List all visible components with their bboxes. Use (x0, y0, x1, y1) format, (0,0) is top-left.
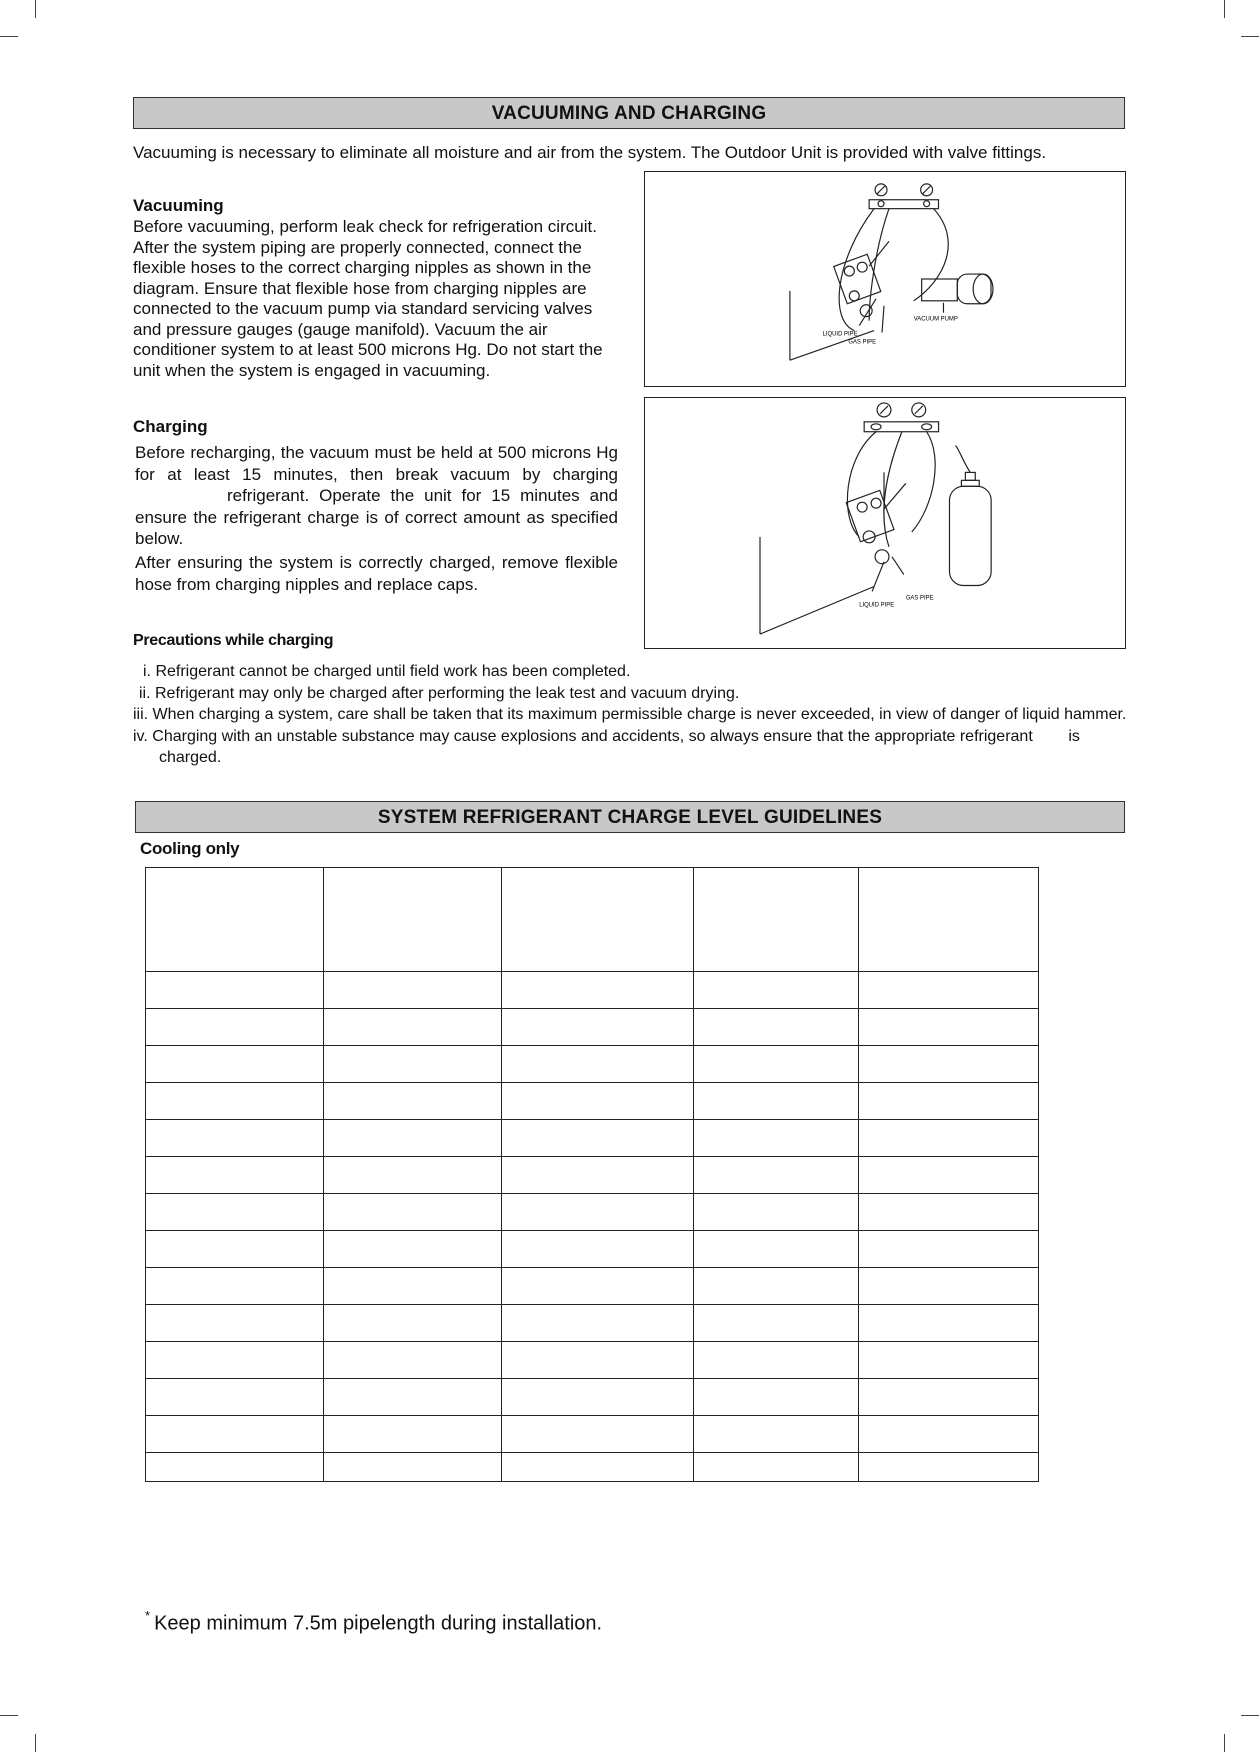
charging-paragraph-2: After ensuring the system is correctly charged, remove flexible hose from charging nipples and replace caps. (135, 553, 618, 594)
crop-mark (1224, 0, 1225, 18)
charging-diagram-drawing (645, 398, 1125, 648)
table-row (146, 972, 1039, 1009)
crop-mark (35, 0, 36, 18)
table-row (146, 1416, 1039, 1453)
table-row (146, 1231, 1039, 1268)
precautions-heading: Precautions while charging (133, 632, 334, 649)
table-row (146, 1268, 1039, 1305)
table-row (146, 1120, 1039, 1157)
footnote-mark: * (145, 1608, 151, 1623)
table-row (146, 1342, 1039, 1379)
footnote-text: Keep minimum 7.5m pipelength during installation. (154, 1612, 603, 1635)
charging-text-part2: refrigerant. Operate the unit for 15 minutes and ensure the refrigerant charge is of correct amount as specified below. (135, 486, 618, 548)
precautions-list (133, 661, 1129, 769)
charging-diagram (644, 397, 1126, 649)
section-title-charge-guidelines: SYSTEM REFRIGERANT CHARGE LEVEL GUIDELINES (135, 801, 1125, 833)
vacuuming-paragraph: Before vacuuming, perform leak check for refrigeration circuit. After the system piping are properly connected, connect the flexible hoses to the correct charging nipples as shown in the diagram. Ensure that flexible hose from charging nipples are connected to the vacuum pump via standard servicing valves and pressure gauges (gauge manifold). Vacuum the air conditioner system to at least 500 microns Hg. Do not start the unit when the system is engaged in vacuuming. (133, 217, 603, 380)
precaution-item: iii. When charging a system, care shall be taken that its maximum permissible charge is never exceeded, in view of danger of liquid hammer. (133, 706, 1127, 723)
crop-mark (0, 36, 18, 37)
crop-mark (35, 1734, 36, 1752)
charging-heading: Charging (133, 417, 208, 436)
charging-paragraph (135, 442, 618, 550)
table-row (146, 1083, 1039, 1120)
crop-mark (1224, 1734, 1225, 1752)
gas-pipe-label: GAS PIPE (905, 595, 934, 602)
table-row (146, 1157, 1039, 1194)
vacuum-diagram (644, 171, 1126, 387)
vacuum-pump-label: VACUUM PUMP (913, 316, 958, 323)
charge-level-table (145, 867, 1039, 1482)
footnote (145, 1610, 602, 1636)
crop-mark (0, 1715, 18, 1716)
table-row (146, 1046, 1039, 1083)
crop-mark (1241, 1715, 1259, 1716)
precaution-item: ii. Refrigerant may only be charged after performing the leak test and vacuum drying. (139, 684, 740, 702)
liquid-pipe-label: LIQUID PIPE (859, 602, 895, 609)
table-row (146, 1453, 1039, 1482)
precaution-item: i. Refrigerant cannot be charged until field work has been completed. (143, 663, 631, 680)
section-title-vacuuming-charging: VACUUMING AND CHARGING (133, 97, 1125, 129)
table-row (146, 1305, 1039, 1342)
table-row (146, 1379, 1039, 1416)
vacuum-diagram-drawing (645, 172, 1125, 386)
charging-text-part1: Before recharging, the vacuum must be held at 500 microns Hg for at least 15 minutes, then break vacuum by charging (135, 443, 618, 484)
crop-mark (1241, 36, 1259, 37)
table-row (146, 1194, 1039, 1231)
liquid-pipe-label: LIQUID PIPE (822, 331, 858, 338)
gas-pipe-label: GAS PIPE (848, 339, 877, 346)
intro-paragraph: Vacuuming is necessary to eliminate all moisture and air from the system. The Outdoor Unit is provided with valve fittings. (133, 143, 1047, 162)
table-row (146, 1009, 1039, 1046)
precaution-item: iv. Charging with an unstable substance may cause explosions and accidents, so always ensure that the appropriate refrigerant is charged. (133, 727, 1085, 766)
cooling-only-label: Cooling only (140, 839, 240, 858)
table-header-row (146, 868, 1039, 972)
vacuuming-heading: Vacuuming (133, 196, 224, 215)
